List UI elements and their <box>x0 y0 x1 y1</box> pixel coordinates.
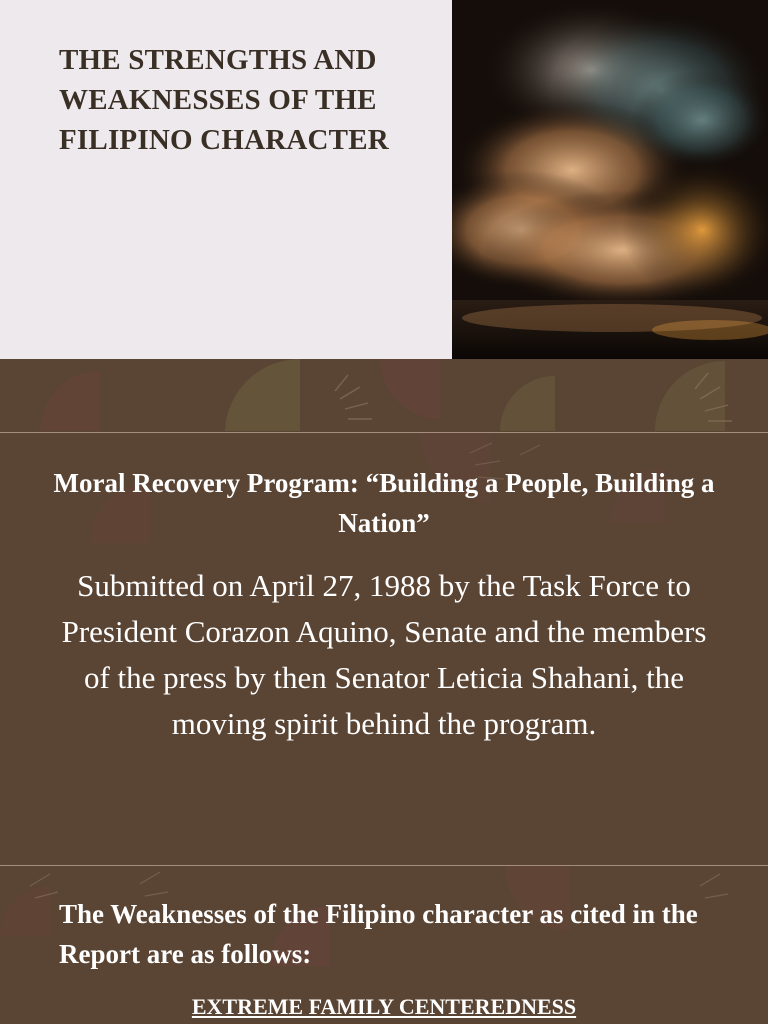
decorative-pattern <box>0 359 768 431</box>
program-heading: Moral Recovery Program: “Building a People, Building a Nation” <box>53 468 715 538</box>
weakness-subheading: EXTREME FAMILY CENTEREDNESS <box>191 994 577 1019</box>
smoke-photo <box>452 0 768 359</box>
decorative-pattern-band <box>0 359 768 431</box>
program-slide <box>0 433 768 865</box>
title-slide <box>0 0 768 359</box>
weaknesses-intro: The Weaknesses of the Filipino character as cited in the Report are as follows: <box>59 899 698 969</box>
weaknesses-slide <box>0 866 768 1024</box>
program-description: Submitted on April 27, 1988 by the Task Force to President Corazon Aquino, Senate and the members of the press by then Senator Leticia Shahani, the moving spirit behind the program. <box>61 568 707 741</box>
slide-title: THE STRENGTHS AND WEAKNESSES OF THE FILIPINO CHARACTER <box>59 44 389 156</box>
